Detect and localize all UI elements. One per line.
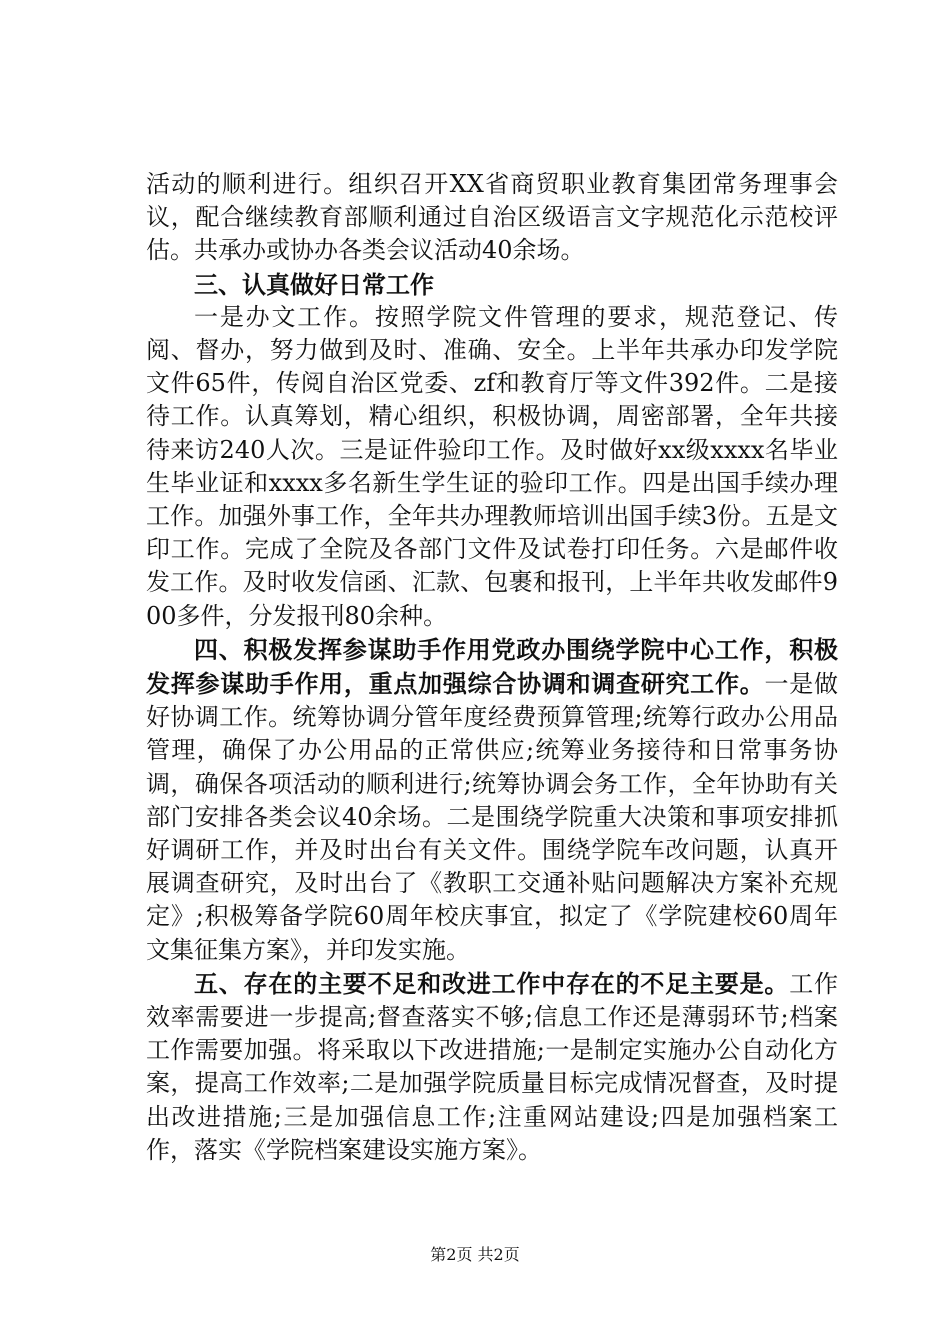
paragraph-continuation: 活动的顺利进行。组织召开XX省商贸职业教育集团常务理事会议，配合继续教育部顺利通过自治区级语言文字规范化示范校评估。共承办或协办各类会议活动40余场。	[146, 170, 838, 265]
section-heading-4: 四、积极发挥参谋助手作用党政办围绕学院中心工作，积极发挥参谋助手作用，重点加强综合协调和调查研究工作。	[146, 634, 838, 699]
section-5-body: 工作效率需要进一步提高;督查落实不够;信息工作还是薄弱环节;档案工作需要加强。将采取以下改进措施;一是制定实施办公自动化方案，提高工作效率;二是加强学院质量目标完成情况督查，及时提出改进措施;三是加强信息工作;注重网站建设;四是加强档案工作，落实《学院档案建设实施方案》。	[146, 969, 839, 1164]
section-heading-5: 五、存在的主要不足和改进工作中存在的不足主要是。	[194, 968, 790, 998]
section-4-body: 一是做好协调工作。统筹协调分管年度经费预算管理;统筹行政办公用品管理，确保了办公用品的正常供应;统筹业务接待和日常事务协调，确保各项活动的顺利进行;统筹协调会务工作，全年协助有关部门安排各类会议40余场。二是围绕学院重大决策和事项安排抓好调研工作，并及时出台有关文件。围绕学院车改问题，认真开展调查研究，及时出台了《教职工交通补贴问题解决方案补充规定》;积极筹备学院60周年校庆事宜，拟定了《学院建校60周年文集征集方案》，并印发实施。	[146, 670, 839, 964]
section-heading-3: 三、认真做好日常工作	[194, 269, 434, 299]
paragraph-section-5	[146, 967, 838, 1167]
document-body	[146, 168, 838, 1167]
paragraph-daily-work: 一是办文工作。按照学院文件管理的要求，规范登记、传阅、督办，努力做到及时、准确、安全。上半年共承办印发学院文件65件，传阅自治区党委、zf和教育厅等文件392件。二是接待工作。认真筹划，精心组织，积极协调，周密部署，全年共接待来访240人次。三是证件验印工作。及时做好xx级xxxx名毕业生毕业证和xxxx多名新生学生证的验印工作。四是出国手续办理工作。加强外事工作，全年共办理教师培训出国手续3份。五是文印工作。完成了全院及各部门文件及试卷打印任务。六是邮件收发工作。及时收发信函、汇款、包裹和报刊，上半年共收发邮件900多件，分发报刊80余种。	[146, 302, 838, 630]
paragraph-section-4	[146, 633, 838, 967]
page-number-footer: 第2页 共2页	[430, 1245, 520, 1264]
